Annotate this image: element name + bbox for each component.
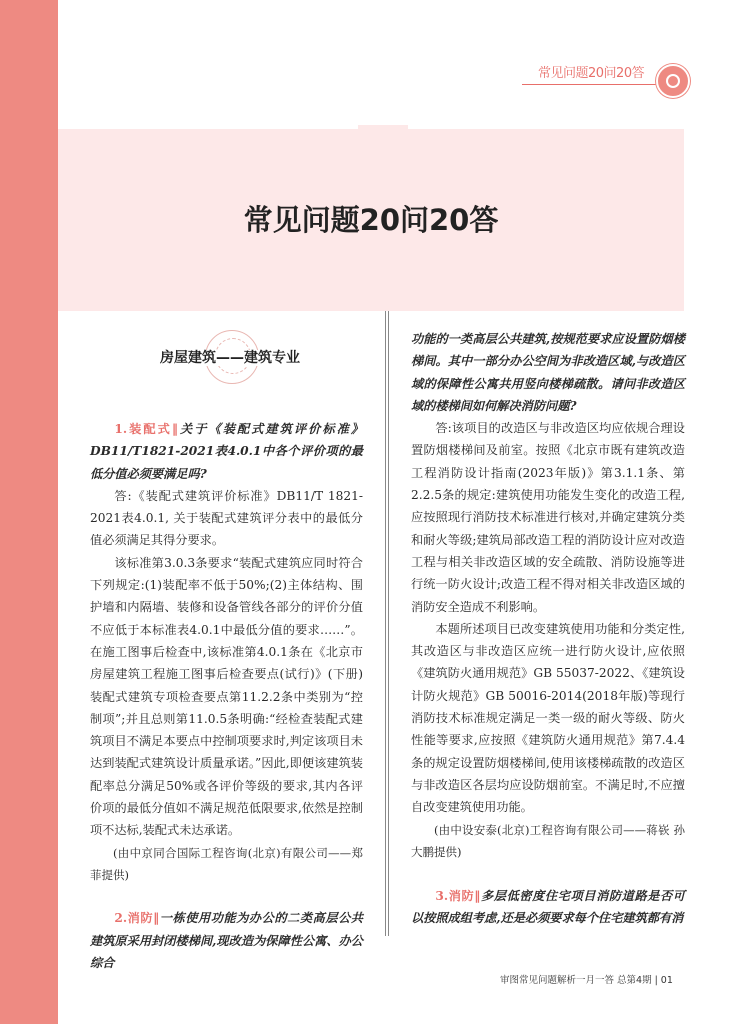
question-3-separator: ‖ [474, 889, 481, 904]
question-1-separator: ‖ [171, 422, 178, 436]
title-band-notch [358, 125, 408, 133]
answer-2-paragraph-1: 答:该项目的改造区与非改造区均应依规合理设置防烟楼梯间及前室。按照《北京市既有建筑改造工程消防设计指南(2023年版)》第3.1.1条、第2.2.5条的规定:建筑使用功能发生变化的改造工程,应按照现行消防技术标准进行核对,并确定建筑分类和耐火等级;建筑局部改造工程的消防设计应对改造工程与相关非改造区域的安全疏散、消防设施等进行统一防火设计;改造工程不得对相关非改造区域的消防安全造成不利影响。 [411, 421, 685, 614]
page-footer: 审图常见问题解析一月一答 总第4期 | 01 [500, 975, 673, 986]
spacer [411, 863, 685, 885]
question-2-text: 一栋使用功能为办公的二类高层公共建筑原采用封闭楼梯间,现改造为保障性公寓、办公综合 [90, 911, 363, 970]
question-1-number: 1.装配式 [114, 422, 172, 436]
question-3 [411, 885, 685, 930]
question-2-number: 2.消防 [114, 911, 154, 926]
question-3-number: 3.消防 [435, 889, 475, 904]
section-title: 房屋建筑——建筑专业 [154, 350, 306, 366]
running-header-label: 常见问题20问20答 [538, 66, 645, 81]
answer-2-credit: (由中设安泰(北京)工程咨询有限公司——蒋嵚 孙大鹏提供) [411, 822, 685, 859]
header-rule [522, 84, 672, 85]
question-3-text: 多层低密度住宅项目消防道路是否可以按照成组考虑,还是必须要求每个住宅建筑都有消 [411, 889, 685, 926]
column-divider-secondary [388, 311, 389, 936]
answer-1-paragraph-2: 该标准第3.0.3条要求“装配式建筑应同时符合下列规定:(1)装配率不低于50%;(2)主体结构、围护墙和内隔墙、装修和设备管线各部分的评价分值不应低于本标准表4.0.1中最低分值的要求……”。在施工图事后检查中,该标准第4.0.1条在《北京市房屋建筑工程施工图事后检查要点(试行)》(下册)装配式建筑专项检查要点第11.2.2条中类别为“控制项”;并且总则第11.0.5条明确:“经检查装配式建筑项目不满足本要点中控制项要求时,判定该项目未达到装配式建筑设计质量承诺。”因此,即便该建筑装配率总分满足50%或各评价等级的要求,其内各评价项的最低分值如不满足规范低限要求,依然是控制项不达标,装配式未达承诺。 [90, 555, 363, 838]
answer-1-credit: (由中京同合国际工程咨询(北京)有限公司——郑菲提供) [90, 845, 363, 882]
header-circle-ornament [656, 64, 690, 98]
question-1-text: 关于《装配式建筑评价标准》DB11/T1821-2021表4.0.1中各个评价项的最低分值必须要满足吗? [90, 422, 364, 481]
section-heading [115, 330, 345, 390]
question-2-continued: 功能的一类高层公共建筑,按规范要求应设置防烟楼梯间。其中一部分办公空间为非改造区域,与改造区域的保障性公寓共用竖向楼梯疏散。请问非改造区域的楼梯间如何解决消防问题? [411, 332, 685, 413]
column-divider [385, 311, 386, 936]
running-header [522, 59, 682, 85]
question-2 [90, 907, 363, 974]
question-2-separator: ‖ [153, 911, 160, 926]
left-column [90, 418, 363, 974]
right-column [411, 328, 685, 930]
spacer [90, 886, 363, 907]
section-heading-wrap [115, 347, 345, 367]
answer-2-paragraph-2: 本题所述项目已改变建筑使用功能和分类定性,其改造区与非改造区应统一进行防火设计,应依照《建筑防火通用规范》GB 55037-2022、《建筑设计防火规范》GB 50016-2014(2018年版)等现行消防技术标准规定满足一类一级的耐火等级、防火性能等要求,应按照《建筑防火通用规范》第7.4.4条的规定设置防烟楼梯间,使用该楼梯疏散的改造区与非改造区各层均应设防烟前室。不满足时,不应擅自改变建筑使用功能。 [411, 621, 685, 815]
answer-1-paragraph-1: 答:《装配式建筑评价标准》DB11/T 1821-2021表4.0.1, 关于装配式建筑评分表中的最低分值必须满足其得分要求。 [90, 488, 363, 548]
left-margin-bar [0, 0, 58, 1024]
page-title: 常见问题20问20答 [243, 203, 499, 237]
question-1 [90, 418, 363, 485]
